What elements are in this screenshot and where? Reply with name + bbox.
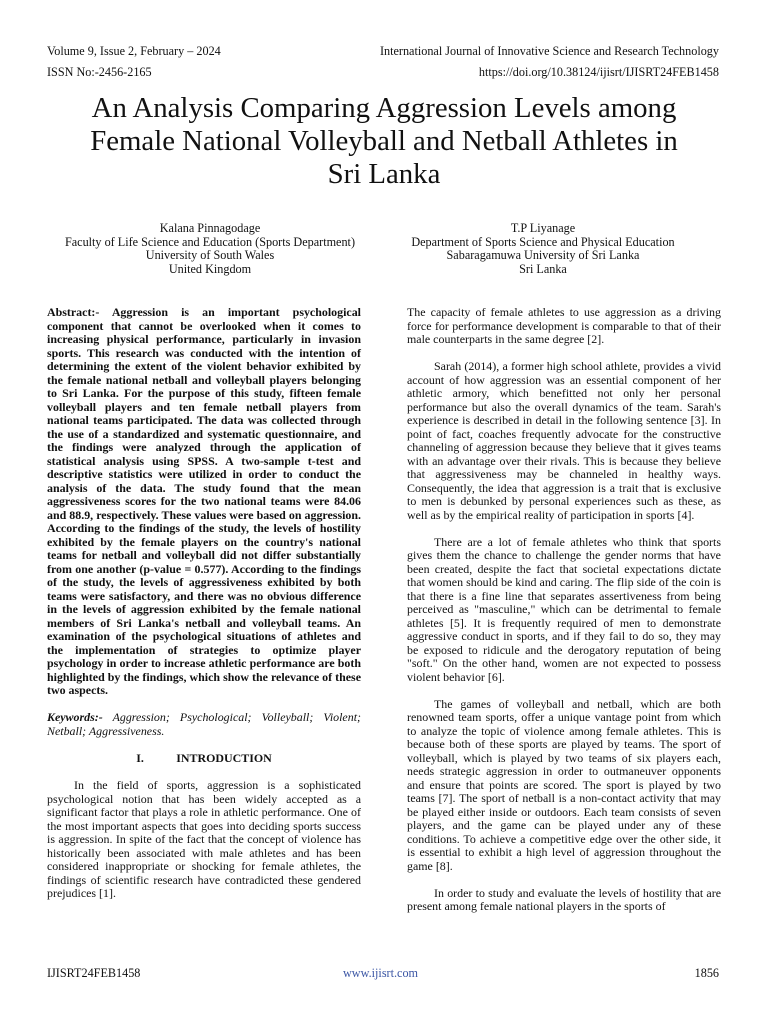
footer-paper-id: IJISRT24FEB1458 (47, 966, 141, 980)
right-column (407, 306, 721, 914)
volume-issue: Volume 9, Issue 2, February – 2024 (47, 44, 221, 58)
author-block-1 (52, 222, 368, 276)
paper-title (20, 92, 748, 191)
author-name: Kalana Pinnagodage (159, 221, 261, 235)
title-line: Female National Volleyball and Netball Athletes in (90, 125, 678, 157)
abstract: Abstract:- Aggression is an important psychological component that cannot be overlooked when it comes to increasing physical performance, particularly in invasion sports. This research was conducted with the intention of determining the extent of the violent behavior exhibited by the female national netball and volleyball players belonging to Sri Lanka. For the purpose of this study, fifteen female volleyball players and ten female netball players from national teams participated. The data was collected through the use of a standardized and systematic questionnaire, and the findings were analyzed through the application of statistical analysis using SPSS. A two-sample t-test and descriptive statistics were utilized in order to conduct the analysis of the data. The study found that the mean aggressiveness scores for the two national teams were 84.06 and 88.9, respectively. These values were based on aggression. According to the findings of the study, the levels of hostility exhibited by the female players on the country's national teams for netball and volleyball did not differ substantially from one another (p-value = 0.577). According to the findings of the study, the levels of aggressiveness exhibited by both teams were satisfactory, and there was no obvious difference in the levels of aggression exhibited by the female national members of Sri Lanka's netball and volleyball teams. An examination of the psychological situations of athletes and the implementation of strategies to optimize player psychology in order to increase athletic performance are both highlighted by the findings, which show the relevance of these two aspects. (47, 305, 361, 697)
author-department: Faculty of Life Science and Education (Sports Department) (64, 234, 356, 249)
author-country: United Kingdom (168, 261, 252, 276)
left-column (47, 306, 361, 901)
author-block-2 (405, 222, 681, 276)
section-heading (47, 752, 361, 766)
keywords-label: Keywords:- (47, 710, 103, 724)
author-institution: Sabaragamuwa University of Sri Lanka (446, 248, 640, 262)
title-line: Sri Lanka (327, 158, 441, 190)
title-line: An Analysis Comparing Aggression Levels among (91, 92, 677, 124)
doi-link[interactable]: https://doi.org/10.38124/ijisrt/IJISRT24FEB1458 (478, 65, 719, 79)
body-paragraph: Sarah (2014), a former high school athlete, provides a vivid account of how aggression was an essential component of her athletic armory, which benefitted not only her personal performance but also the overall dynamics of the team. Sarah's experience is described in detail in the following sentence [3]. In point of fact, coaches frequently advocate for the constructive channeling of aggression because they believe that it gives teams with an advantage over their rivals. This is because they believe that aggressiveness may be channeled in healthy ways. Consequently, the idea that aggression is a trait that is exclusive to men is debunked by personal experiences such as these, as well as by the empirical reality of participation in sports [4]. (407, 359, 721, 522)
body-paragraph: There are a lot of female athletes who think that sports gives them the chance to challenge the gender norms that have been created, despite the fact that societal expectations dictate that women should be kind and caring. The flip side of the coin is that there is a fine line that separates assertiveness from being perceived as "masculine," which can be detrimental to female athletes [5]. It is frequently required of men to demonstrate aggressive conduct in sports, and if they fail to do so, they may be exposed to ridicule and the derogatory reputation of being "soft." On the other hand, women are not expected to possess violent behavior [6]. (407, 534, 721, 684)
author-institution: University of South Wales (145, 248, 275, 262)
footer-website-link[interactable]: www.ijisrt.com (343, 966, 419, 980)
section-title: INTRODUCTION (176, 750, 272, 765)
body-paragraph: In the field of sports, aggression is a sophisticated psychological notion that has been widely accepted as a significant factor that plays a role in athletic performance. One of the most important aspects that goes into deciding sports success is aggression. In spite of the fact that the concept of violence has historically been associated with male athletes and has been considered inappropriate or shocking for female athletes, the findings of scientific research have contradicted these gendered prejudices [1]. (47, 778, 361, 900)
author-name: T.P Liyanage (510, 221, 576, 235)
body-paragraph: The games of volleyball and netball, which are both renowned team sports, offer a unique vantage point from which to analyze the topic of violence among female athletes. This is because both of these sports are played by teams. The sport of volleyball, which is played by two teams of six players each, needs strategic aggression in order to outmaneuver opponents and ensure that points are scored. The sport is played by two teams [7]. The sport of netball is a non-contact activity that may be played either inside or outdoors. Each team consists of seven players, and the game can be played under any of these conditions. To achieve a competitive edge over the other side, it is essential to exhibit a high level of aggression throughout the game [8]. (407, 696, 721, 873)
keywords-text: Aggression; Psychological; Volleyball; Violent; Netball; Aggressiveness. (47, 710, 361, 738)
body-paragraph: In order to study and evaluate the levels of hostility that are present among female national players in the sports of (407, 885, 721, 913)
section-number: I. (136, 750, 144, 765)
journal-name: International Journal of Innovative Science and Research Technology (379, 44, 719, 58)
author-country: Sri Lanka (519, 261, 567, 276)
author-department: Department of Sports Science and Physical Education (411, 234, 675, 249)
page-number: 1856 (694, 966, 719, 980)
body-paragraph: The capacity of female athletes to use aggression as a driving force for performance development is comparable to that of their male counterparts in the same degree [2]. (407, 305, 721, 346)
issn: ISSN No:-2456-2165 (47, 65, 152, 79)
keywords (47, 711, 361, 738)
